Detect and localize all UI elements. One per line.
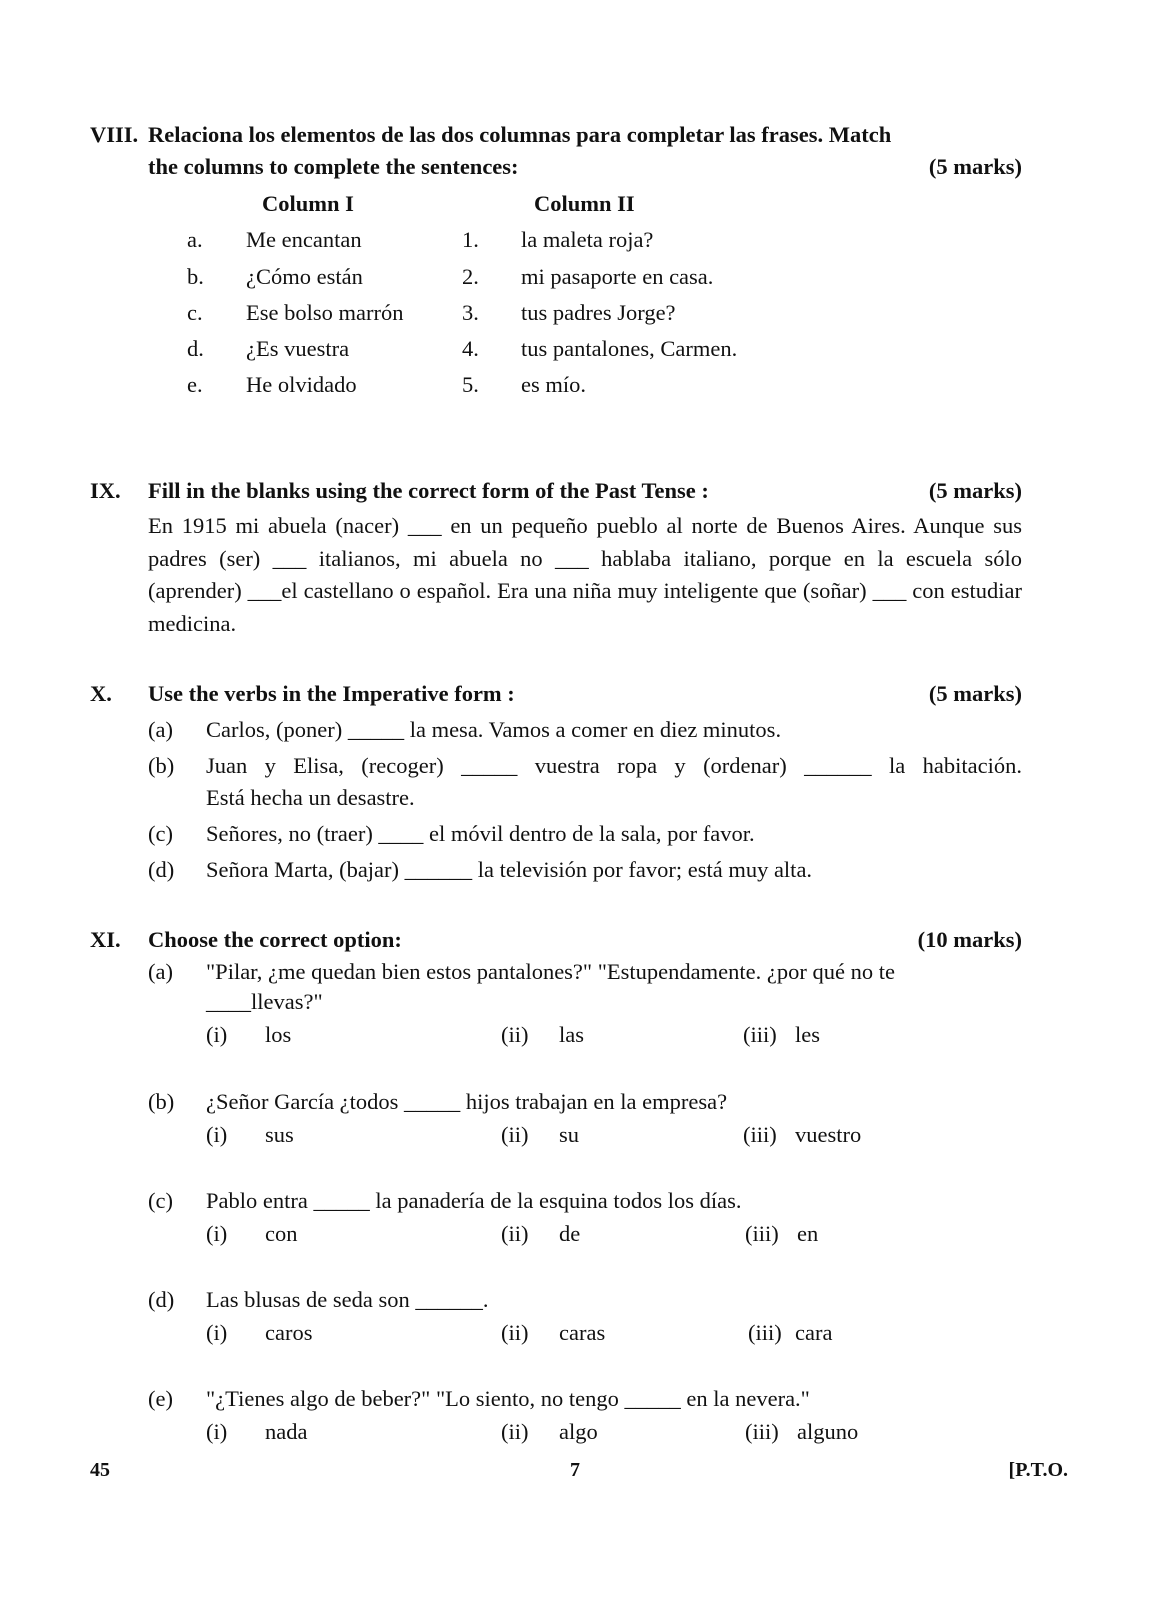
item-text-line-2: Está hecha un desastre.: [206, 785, 415, 810]
option-text: les: [795, 1022, 820, 1047]
option-number: (iii): [745, 1419, 779, 1444]
marks-label: (10 marks): [917, 927, 1022, 952]
column-1-cell: Ese bolso marrón: [246, 300, 404, 325]
please-turn-over: [P.T.O.: [1008, 1459, 1068, 1481]
row-letter: c.: [187, 300, 203, 325]
option-text: de: [559, 1221, 581, 1246]
item-label: (c): [148, 1188, 173, 1213]
item-label: (b): [148, 753, 175, 778]
option-text: sus: [265, 1122, 294, 1147]
column-2-cell: tus padres Jorge?: [521, 300, 676, 325]
option-text: los: [265, 1022, 292, 1047]
question-number: IX.: [90, 478, 121, 503]
option-number: (i): [206, 1320, 228, 1345]
option-number: (ii): [501, 1320, 529, 1345]
item-text: "¿Tienes algo de beber?" "Lo siento, no tengo _____ en la nevera.": [206, 1386, 810, 1411]
option-text: con: [265, 1221, 298, 1246]
column-2-cell: mi pasaporte en casa.: [521, 264, 714, 289]
row-number: 2.: [462, 264, 479, 289]
item-text: Carlos, (poner) _____ la mesa. Vamos a comer en diez minutos.: [206, 717, 782, 742]
question-title: Fill in the blanks using the correct form of the Past Tense :: [148, 478, 709, 503]
option-number: (i): [206, 1122, 228, 1147]
option-text: vuestro: [795, 1122, 862, 1147]
column-2-cell: la maleta roja?: [521, 227, 654, 252]
option-number: (i): [206, 1419, 228, 1444]
item-text-line-2: ____llevas?": [206, 989, 323, 1014]
row-number: 5.: [462, 372, 479, 397]
question-title: Use the verbs in the Imperative form :: [148, 681, 515, 706]
item-label: (d): [148, 1287, 175, 1312]
item-text: Las blusas de seda son ______.: [206, 1287, 489, 1312]
item-text: Señores, no (traer) ____ el móvil dentro de la sala, por favor.: [206, 821, 755, 846]
page-number: 7: [570, 1459, 580, 1481]
row-letter: b.: [187, 264, 204, 289]
item-label: (b): [148, 1089, 175, 1114]
option-text: caras: [559, 1320, 606, 1345]
column-1-cell: ¿Cómo están: [246, 264, 363, 289]
item-text: Pablo entra _____ la panadería de la esquina todos los días.: [206, 1188, 742, 1213]
marks-label: (5 marks): [928, 681, 1022, 706]
paper-code: 45: [90, 1459, 110, 1481]
question-number: XI.: [90, 927, 121, 952]
item-label: (d): [148, 857, 175, 882]
option-number: (i): [206, 1221, 228, 1246]
option-text: nada: [265, 1419, 308, 1444]
column-1-cell: ¿Es vuestra: [246, 336, 350, 361]
item-label: (e): [148, 1386, 173, 1411]
option-text: las: [559, 1022, 584, 1047]
option-number: (ii): [501, 1022, 529, 1047]
item-text-line-1: Juan y Elisa, (recoger) _____ vuestra ropa y (ordenar) ______ la habitación.: [206, 753, 1022, 778]
row-number: 3.: [462, 300, 479, 325]
row-letter: e.: [187, 372, 203, 397]
row-number: 1.: [462, 227, 479, 252]
option-text: en: [797, 1221, 819, 1246]
fill-in-paragraph: En 1915 mi abuela (nacer) ___ en un pequeño pueblo al norte de Buenos Aires. Aunque sus padres (ser) ___ italianos, mi abuela no ___ hablaba italiano, porque en la escuela sólo (aprender) ___el castellano o español. Era una niña muy inteligente que (soñar) ___ con estudiar medicina.: [148, 513, 1022, 636]
option-number: (ii): [501, 1221, 529, 1246]
marks-label: (5 marks): [928, 154, 1022, 179]
column-2-cell: tus pantalones, Carmen.: [521, 336, 738, 361]
option-number: (ii): [501, 1419, 529, 1444]
item-text-line-1: "Pilar, ¿me quedan bien estos pantalones?" "Estupendamente. ¿por qué no te: [206, 959, 895, 984]
column-2-cell: es mío.: [521, 372, 586, 397]
column-1-cell: Me encantan: [246, 227, 362, 252]
column-1-cell: He olvidado: [246, 372, 357, 397]
question-number: X.: [90, 681, 112, 706]
column-2-header: Column II: [534, 191, 635, 216]
option-text: algo: [559, 1419, 598, 1444]
marks-label: (5 marks): [928, 478, 1022, 503]
option-number: (ii): [501, 1122, 529, 1147]
item-label: (a): [148, 959, 173, 984]
option-number: (iii): [743, 1022, 777, 1047]
question-text-line-1: Relaciona los elementos de las dos columnas para completar las frases. Match: [148, 122, 892, 147]
question-number: VIII.: [90, 122, 139, 147]
row-number: 4.: [462, 336, 479, 361]
item-text: ¿Señor García ¿todos _____ hijos trabajan en la empresa?: [206, 1089, 728, 1114]
option-text: alguno: [797, 1419, 859, 1444]
option-text: su: [559, 1122, 580, 1147]
question-title: Choose the correct option:: [148, 927, 402, 952]
item-text: Señora Marta, (bajar) ______ la televisión por favor; está muy alta.: [206, 857, 813, 882]
row-letter: a.: [187, 227, 203, 252]
option-number: (iii): [745, 1221, 779, 1246]
question-text-line-2: the columns to complete the sentences:: [148, 154, 519, 179]
option-number: (iii): [748, 1320, 782, 1345]
option-text: cara: [795, 1320, 833, 1345]
option-number: (i): [206, 1022, 228, 1047]
row-letter: d.: [187, 336, 204, 361]
column-1-header: Column I: [262, 191, 354, 216]
item-label: (c): [148, 821, 173, 846]
option-number: (iii): [743, 1122, 777, 1147]
item-label: (a): [148, 717, 173, 742]
option-text: caros: [265, 1320, 313, 1345]
